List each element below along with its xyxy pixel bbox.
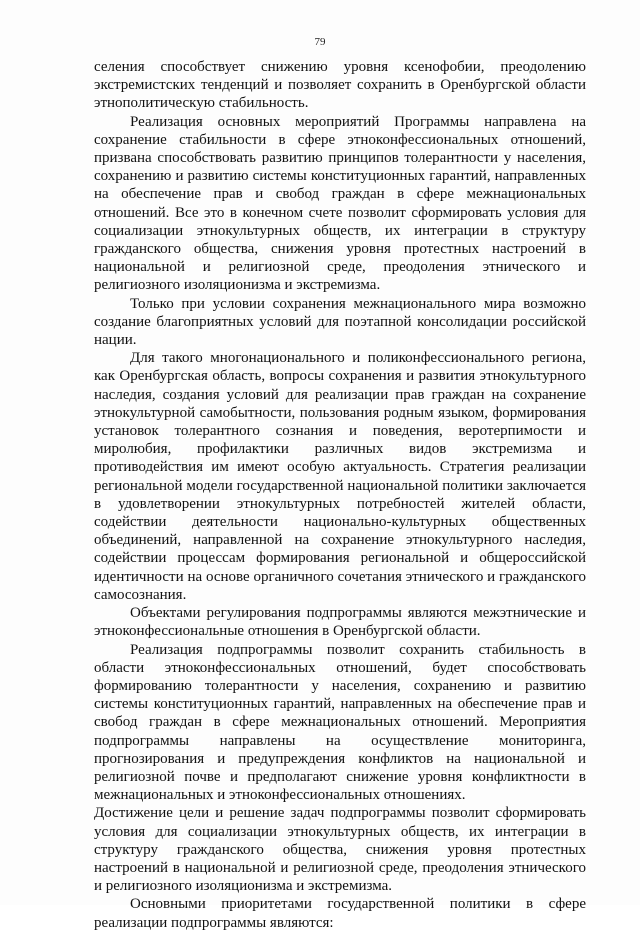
paragraph-5: Объектами регулирования подпрограммы являются межэтнические и этноконфессиональные отношения в Оренбургской области. [94, 605, 586, 640]
document-body [94, 58, 586, 932]
paragraph-2: Реализация основных мероприятий Программы направлена на сохранение стабильности в сфере этноконфессиональных отношений, призвана способствовать развитию принципов толерантности у населения, сохранению и развитию системы конституционных гарантий, направленных на обеспечение прав и свобод граждан в сфере межнациональных отношений. Все это в конечном счете позволит сформировать условия для социализации этнокультурных обществ, их интеграции в структуру гражданского общества, снижения уровня протестных настроений в национальной и религиозной среде, преодоления этнического и религиозного изоляционизма и экстремизма. [94, 113, 586, 294]
paragraph-8: Основными приоритетами государственной политики в сфере реализации подпрограммы являются: [94, 896, 586, 931]
paragraph-4: Для такого многонационального и поликонфессионального региона, как Оренбургская область, вопросы сохранения и развития этнокультурного наследия, создания условий для реализации прав граждан на сохранение этнокультурной самобытности, пользования родным языком, формирования установок толерантного сознания и поведения, веротерпимости и миролюбия, профилактики различных видов экстремизма и противодействия им имеют особую актуальность. Стратегия реализации региональной модели государственной национальной политики заключается в удовлетворении этнокультурных потребностей жителей области, содействии деятельности национально-культурных общественных объединений, направленной на сохранение этнокультурного наследия, содействии процессам формирования региональной и общероссийской идентичности на основе органичного сочетания этнического и гражданского самосознания. [94, 350, 586, 603]
page-number: 79 [314, 36, 326, 48]
paragraph-6: Реализация подпрограммы позволит сохранить стабильность в области этноконфессиональных отношений, будет способствовать формированию толерантности у населения, сохранению и развитию системы конституционных гарантий, направленных на обеспечение прав и свобод граждан в сфере межнациональных отношений. Мероприятия подпрограммы направлены на осуществление мониторинга, прогнозирования и предупреждения конфликтов на национальной и религиозной почве и предполагают снижение уровня конфликтности в межнациональных и этноконфессиональных отношениях. [94, 641, 586, 804]
paragraph-3: Только при условии сохранения межнационального мира возможно создание благоприятных условий для поэтапной консолидации российской нации. [94, 295, 586, 349]
paragraph-1: селения способствует снижению уровня ксенофобии, преодолению экстремистских тенденций и позволяет сохранить в Оренбургской области этнополитическую стабильность. [94, 59, 586, 112]
paragraph-7: Достижение цели и решение задач подпрограммы позволит сформировать условия для социализации этнокультурных обществ, их интеграции в структуру гражданского общества, снижения уровня протестных настроений в национальной и религиозной среде, преодоления этнического и религиозного изоляционизма и экстремизма. [94, 805, 586, 895]
